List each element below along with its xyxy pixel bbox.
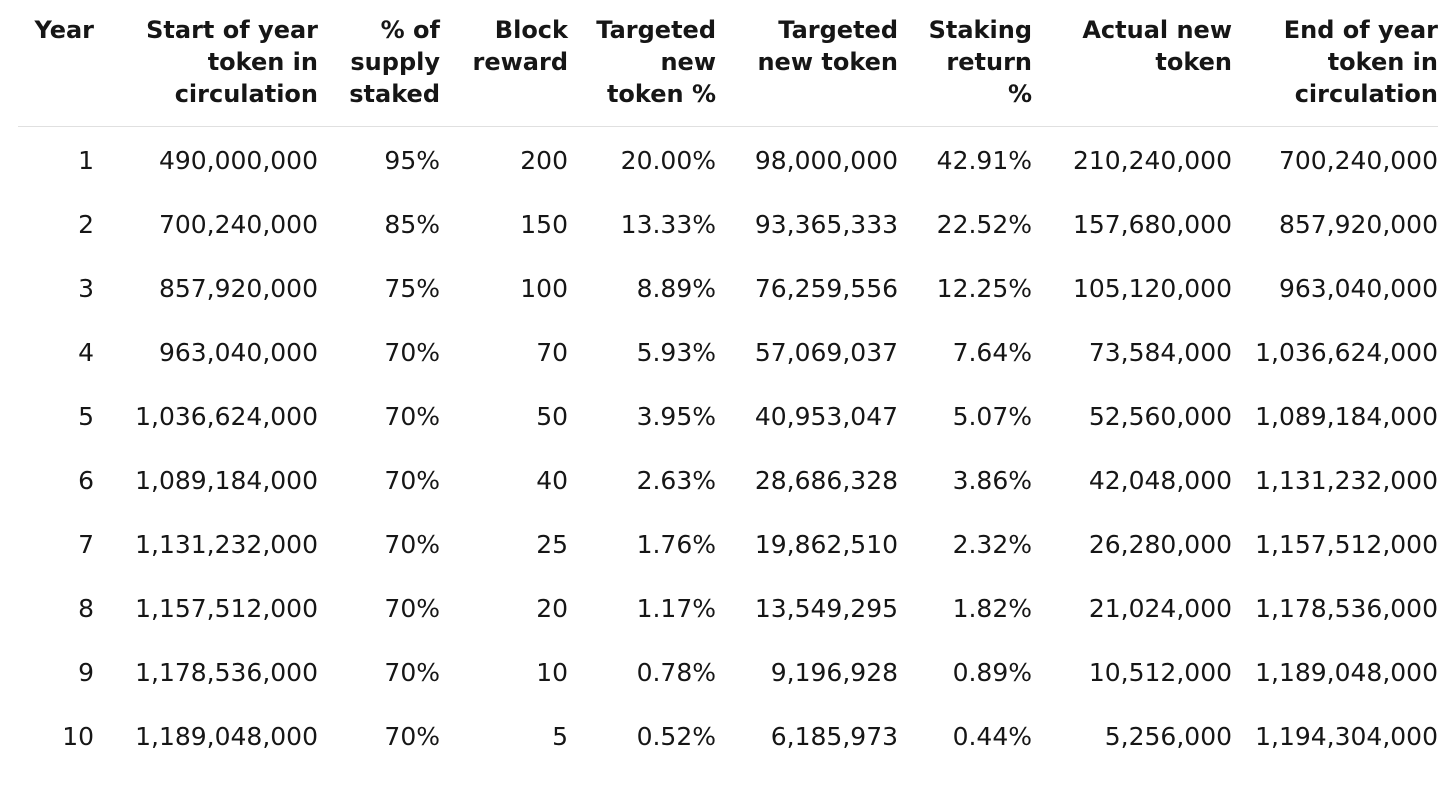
cell-targeted-new-token-percent: 0.78% [636,658,716,687]
cell-end-of-year-token: 1,194,304,000 [1255,722,1438,751]
cell-start-of-year-token: 1,131,232,000 [135,530,318,559]
token-emission-table-viewport[interactable] [18,0,1438,788]
cell-block-reward: 25 [536,530,568,559]
column-header-line: staked [349,80,440,108]
column-header-line: Actual new [1082,16,1232,44]
cell-percent-staked: 75% [384,274,440,303]
cell-staking-return: 22.52% [936,210,1032,239]
column-header-line: Targeted [778,16,898,44]
cell-targeted-new-token: 6,185,973 [770,722,898,751]
cell-block-reward: 50 [536,402,568,431]
cell-percent-staked: 70% [384,466,440,495]
cell-actual-new-token: 157,680,000 [1072,210,1232,239]
cell-percent-staked: 70% [384,530,440,559]
column-header-end-of-year-token [1232,0,1438,127]
column-header-line: % of [380,16,440,44]
cell-actual-new-token: 210,240,000 [1072,146,1232,175]
cell-actual-new-token: 5,256,000 [1104,722,1232,751]
column-header-text [146,14,318,110]
cell-targeted-new-token: 9,196,928 [770,658,898,687]
column-header-year [18,0,94,127]
column-header-text [757,14,898,78]
header-row [18,0,1438,127]
cell-targeted-new-token-percent: 3.95% [636,402,716,431]
cell-percent-staked: 95% [384,146,440,175]
column-header-line: circulation [1294,80,1438,108]
cell-actual-new-token: 26,280,000 [1088,530,1232,559]
column-header-line: new [660,48,716,76]
token-emission-table [18,0,1438,769]
column-header-line: supply [350,48,440,76]
cell-end-of-year-token: 1,089,184,000 [1255,402,1438,431]
column-header-targeted-new-token-percent [568,0,716,127]
cell-targeted-new-token-percent: 13.33% [620,210,716,239]
cell-year: 1 [78,146,94,175]
table-row [18,193,1438,257]
cell-targeted-new-token-percent: 0.52% [636,722,716,751]
table-body [18,127,1438,770]
cell-start-of-year-token: 1,089,184,000 [135,466,318,495]
column-header-line: token % [606,80,716,108]
cell-start-of-year-token: 1,036,624,000 [135,402,318,431]
column-header-text [35,14,94,46]
table-row [18,321,1438,385]
cell-percent-staked: 70% [384,722,440,751]
cell-start-of-year-token: 963,040,000 [158,338,318,367]
table-row [18,705,1438,769]
table-row [18,385,1438,449]
column-header-text [1082,14,1232,78]
table-row [18,449,1438,513]
cell-targeted-new-token: 57,069,037 [754,338,898,367]
cell-targeted-new-token: 40,953,047 [754,402,898,431]
cell-block-reward: 100 [520,274,568,303]
cell-targeted-new-token: 13,549,295 [754,594,898,623]
cell-end-of-year-token: 1,157,512,000 [1255,530,1438,559]
cell-targeted-new-token-percent: 5.93% [636,338,716,367]
column-header-line: Start of year [146,16,318,44]
cell-actual-new-token: 73,584,000 [1088,338,1232,367]
column-header-start-of-year-token [94,0,318,127]
table-row [18,513,1438,577]
column-header-block-reward [440,0,568,127]
cell-percent-staked: 70% [384,338,440,367]
cell-block-reward: 10 [536,658,568,687]
cell-staking-return: 7.64% [952,338,1032,367]
cell-targeted-new-token: 93,365,333 [754,210,898,239]
cell-block-reward: 150 [520,210,568,239]
cell-targeted-new-token: 28,686,328 [754,466,898,495]
cell-actual-new-token: 105,120,000 [1072,274,1232,303]
cell-targeted-new-token: 98,000,000 [754,146,898,175]
cell-staking-return: 0.44% [952,722,1032,751]
cell-year: 8 [78,594,94,623]
cell-block-reward: 70 [536,338,568,367]
column-header-line: Targeted [596,16,716,44]
cell-end-of-year-token: 1,131,232,000 [1255,466,1438,495]
table-row [18,127,1438,194]
column-header-text [1284,14,1438,110]
cell-targeted-new-token-percent: 2.63% [636,466,716,495]
column-header-text [349,14,440,110]
column-header-staking-return [898,0,1032,127]
column-header-percent-staked [318,0,440,127]
cell-year: 5 [78,402,94,431]
cell-staking-return: 5.07% [952,402,1032,431]
cell-end-of-year-token: 857,920,000 [1278,210,1438,239]
column-header-line: circulation [174,80,318,108]
column-header-line: return [946,48,1032,76]
cell-year: 7 [78,530,94,559]
column-header-text [929,14,1032,110]
cell-staking-return: 12.25% [936,274,1032,303]
table-row [18,577,1438,641]
cell-targeted-new-token-percent: 1.17% [636,594,716,623]
table-row [18,641,1438,705]
cell-year: 9 [78,658,94,687]
column-header-line: token in [207,48,318,76]
cell-staking-return: 3.86% [952,466,1032,495]
cell-block-reward: 200 [520,146,568,175]
cell-targeted-new-token-percent: 20.00% [620,146,716,175]
cell-year: 3 [78,274,94,303]
column-header-actual-new-token [1032,0,1232,127]
cell-percent-staked: 70% [384,594,440,623]
cell-targeted-new-token-percent: 8.89% [636,274,716,303]
cell-percent-staked: 70% [384,658,440,687]
cell-block-reward: 20 [536,594,568,623]
cell-start-of-year-token: 1,178,536,000 [135,658,318,687]
table-header [18,0,1438,127]
cell-end-of-year-token: 700,240,000 [1278,146,1438,175]
cell-year: 10 [62,722,94,751]
cell-block-reward: 5 [552,722,568,751]
column-header-targeted-new-token [716,0,898,127]
cell-targeted-new-token: 19,862,510 [754,530,898,559]
column-header-line: reward [472,48,568,76]
column-header-text [596,14,716,110]
cell-year: 2 [78,210,94,239]
column-header-text [473,14,569,78]
table-row [18,257,1438,321]
cell-percent-staked: 85% [384,210,440,239]
cell-start-of-year-token: 490,000,000 [158,146,318,175]
column-header-line: Staking [928,16,1032,44]
cell-end-of-year-token: 1,189,048,000 [1255,658,1438,687]
cell-actual-new-token: 10,512,000 [1088,658,1232,687]
cell-staking-return: 1.82% [952,594,1032,623]
cell-actual-new-token: 42,048,000 [1088,466,1232,495]
column-header-line: token in [1327,48,1438,76]
cell-actual-new-token: 52,560,000 [1088,402,1232,431]
cell-staking-return: 2.32% [952,530,1032,559]
column-header-line: Year [34,16,94,44]
cell-year: 4 [78,338,94,367]
cell-targeted-new-token: 76,259,556 [754,274,898,303]
cell-percent-staked: 70% [384,402,440,431]
column-header-line: % [1007,80,1032,108]
cell-block-reward: 40 [536,466,568,495]
cell-staking-return: 42.91% [936,146,1032,175]
cell-end-of-year-token: 1,036,624,000 [1255,338,1438,367]
cell-staking-return: 0.89% [952,658,1032,687]
column-header-line: new token [757,48,898,76]
cell-start-of-year-token: 1,189,048,000 [135,722,318,751]
column-header-line: End of year [1283,16,1438,44]
cell-end-of-year-token: 963,040,000 [1278,274,1438,303]
cell-start-of-year-token: 857,920,000 [158,274,318,303]
cell-end-of-year-token: 1,178,536,000 [1255,594,1438,623]
cell-actual-new-token: 21,024,000 [1088,594,1232,623]
column-header-line: Block [494,16,568,44]
cell-year: 6 [78,466,94,495]
column-header-line: token [1155,48,1232,76]
cell-targeted-new-token-percent: 1.76% [636,530,716,559]
cell-start-of-year-token: 700,240,000 [158,210,318,239]
cell-start-of-year-token: 1,157,512,000 [135,594,318,623]
